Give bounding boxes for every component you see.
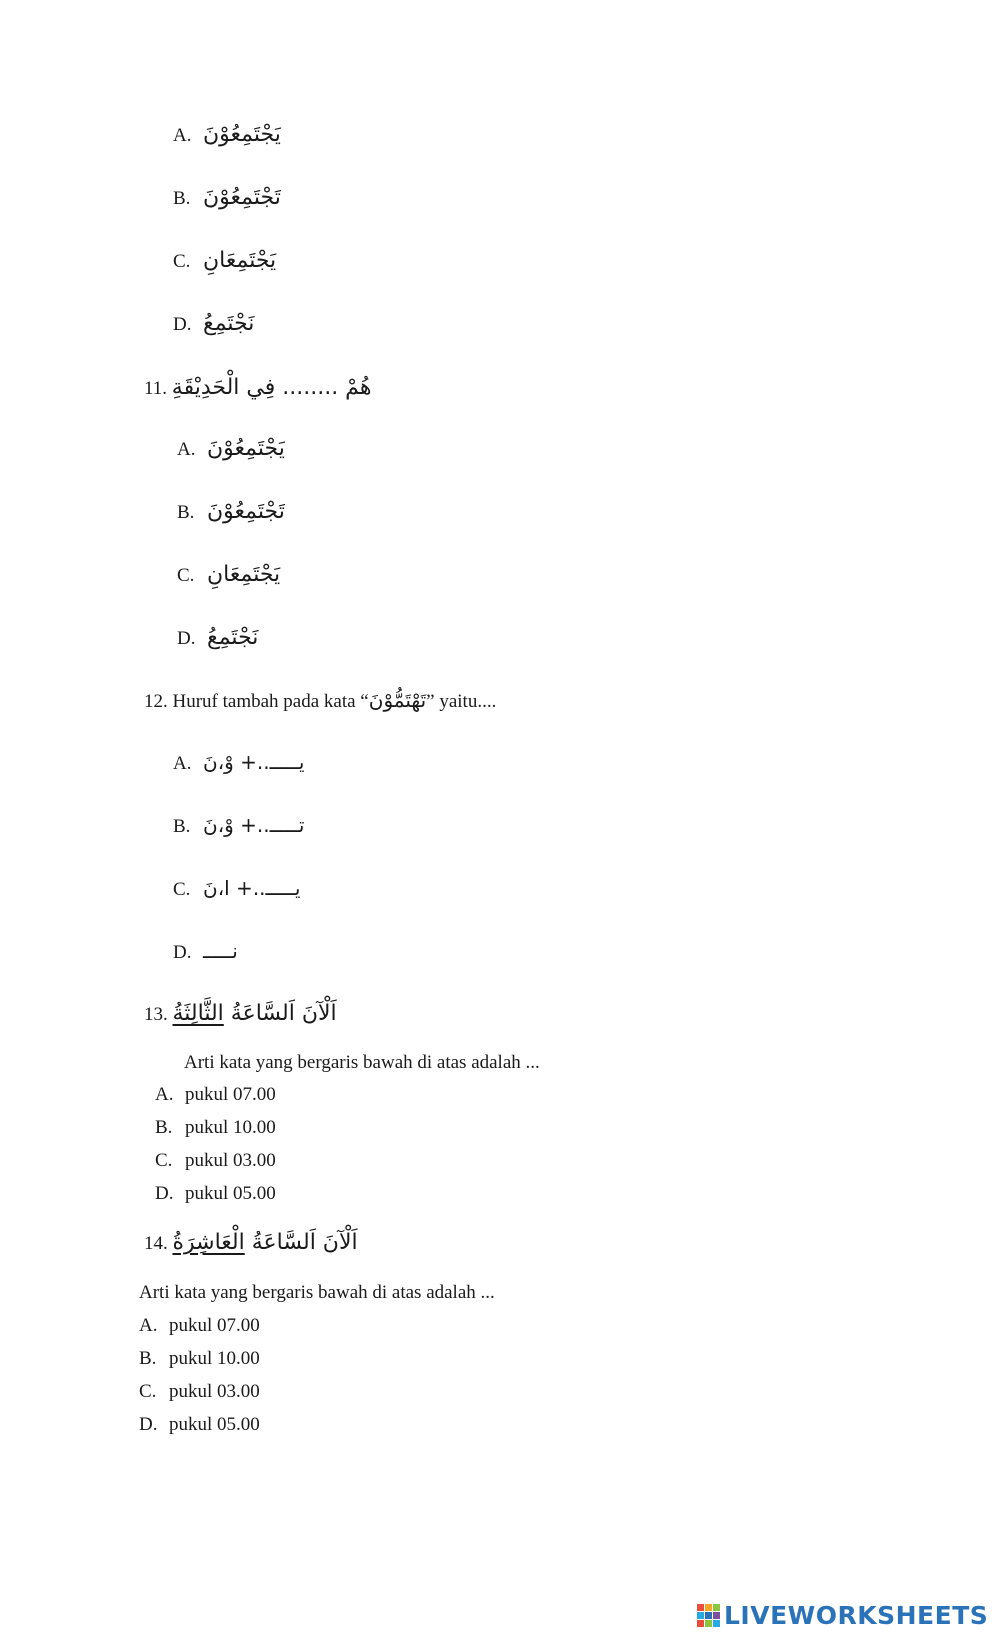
option-letter: B. xyxy=(139,1348,157,1369)
q14-question xyxy=(144,1232,358,1254)
q13-instruction: Arti kata yang bergaris bawah di atas adalah ... xyxy=(184,1052,540,1073)
logo-mark-icon xyxy=(697,1604,720,1627)
option-letter: B. xyxy=(173,188,191,209)
question-number: 11. xyxy=(144,378,168,399)
question-text-before: Huruf tambah pada kata “ xyxy=(172,691,369,712)
question-text-after: ” yaitu.... xyxy=(426,691,497,712)
arabic-underlined: الْعَاشِرَةُ xyxy=(172,1230,245,1255)
q14-option-b[interactable] xyxy=(139,1349,260,1368)
option-letter: A. xyxy=(173,753,192,774)
option-letter: B. xyxy=(155,1117,173,1138)
arabic-plain: اَلْآنَ اَلسَّاعَةُ xyxy=(230,1001,337,1026)
option-text: pukul 03.00 xyxy=(185,1150,276,1171)
option-text: pukul 10.00 xyxy=(185,1117,276,1138)
option-letter: A. xyxy=(155,1084,174,1105)
q11-option-a[interactable] xyxy=(177,438,285,460)
q10-option-a[interactable] xyxy=(173,124,281,146)
q12-question xyxy=(144,690,496,711)
option-text: pukul 05.00 xyxy=(169,1414,260,1435)
q12-option-c[interactable] xyxy=(173,878,300,899)
option-text: pukul 07.00 xyxy=(185,1084,276,1105)
q10-option-d[interactable] xyxy=(173,313,254,335)
option-letter: D. xyxy=(177,628,196,649)
option-letter: D. xyxy=(155,1183,174,1204)
option-text: يَجْتَمِعُوْنَ xyxy=(207,436,285,461)
q13-option-d[interactable] xyxy=(155,1184,276,1203)
arabic-plain: اَلْآنَ اَلسَّاعَةُ xyxy=(251,1230,358,1255)
option-text: pukul 05.00 xyxy=(185,1183,276,1204)
option-letter: B. xyxy=(177,502,195,523)
option-text: نَجْتَمِعُ xyxy=(203,311,255,336)
question-text: هُمْ ........ فِي الْحَدِيْقَةِ xyxy=(171,375,372,400)
q14-instruction: Arti kata yang bergaris bawah di atas adalah ... xyxy=(139,1282,495,1303)
option-letter: C. xyxy=(173,251,191,272)
option-text: يـــــ..+ وْ،نَ xyxy=(203,750,305,774)
option-letter: C. xyxy=(177,565,195,586)
question-number: 14. xyxy=(144,1233,168,1254)
option-text: تَجْتَمِعُوْنَ xyxy=(207,499,285,524)
option-text: يَجْتَمِعَانِ xyxy=(207,562,281,587)
q13-option-c[interactable] xyxy=(155,1151,276,1170)
option-letter: C. xyxy=(173,879,191,900)
option-letter: C. xyxy=(155,1150,173,1171)
q12-option-a[interactable] xyxy=(173,752,305,773)
option-text: يَجْتَمِعُوْنَ xyxy=(203,122,281,147)
q10-option-c[interactable] xyxy=(173,250,276,272)
option-letter: A. xyxy=(173,125,192,146)
q11-question xyxy=(144,377,371,399)
q13-option-b[interactable] xyxy=(155,1118,276,1137)
option-letter: B. xyxy=(173,816,191,837)
liveworksheets-logo xyxy=(697,1600,988,1630)
q13-option-a[interactable] xyxy=(155,1085,276,1104)
q10-option-b[interactable] xyxy=(173,187,281,209)
q11-option-d[interactable] xyxy=(177,627,258,649)
q12-option-b[interactable] xyxy=(173,815,305,836)
question-number: 13. xyxy=(144,1004,168,1025)
question-arabic xyxy=(173,1001,337,1026)
option-letter: D. xyxy=(173,314,192,335)
q11-option-c[interactable] xyxy=(177,564,280,586)
option-text: pukul 10.00 xyxy=(169,1348,260,1369)
option-letter: A. xyxy=(139,1315,158,1336)
question-word: تَهْتَمُّوْنَ xyxy=(368,688,427,712)
q14-option-d[interactable] xyxy=(139,1415,260,1434)
arabic-underlined: الثَّالِثَةُ xyxy=(172,1001,224,1026)
logo-text: LIVEWORKSHEETS xyxy=(724,1600,989,1630)
question-arabic xyxy=(173,1230,358,1255)
option-text: تـــــ..+ وْ،نَ xyxy=(203,813,305,837)
q11-option-b[interactable] xyxy=(177,501,285,523)
option-letter: D. xyxy=(139,1414,158,1435)
option-text: يَجْتَمِعَانِ xyxy=(203,248,277,273)
question-number: 12. xyxy=(144,691,168,712)
option-letter: A. xyxy=(177,439,196,460)
option-text: pukul 07.00 xyxy=(169,1315,260,1336)
option-text: يـــــ..+ ا،نَ xyxy=(203,876,301,900)
q14-option-a[interactable] xyxy=(139,1316,260,1335)
option-text: تَجْتَمِعُوْنَ xyxy=(203,185,281,210)
q14-option-c[interactable] xyxy=(139,1382,260,1401)
option-text: pukul 03.00 xyxy=(169,1381,260,1402)
option-text: نـــــ xyxy=(203,939,238,963)
q12-option-d[interactable] xyxy=(173,941,238,962)
option-letter: D. xyxy=(173,942,192,963)
option-letter: C. xyxy=(139,1381,157,1402)
option-text: نَجْتَمِعُ xyxy=(207,625,259,650)
q13-question xyxy=(144,1003,337,1025)
